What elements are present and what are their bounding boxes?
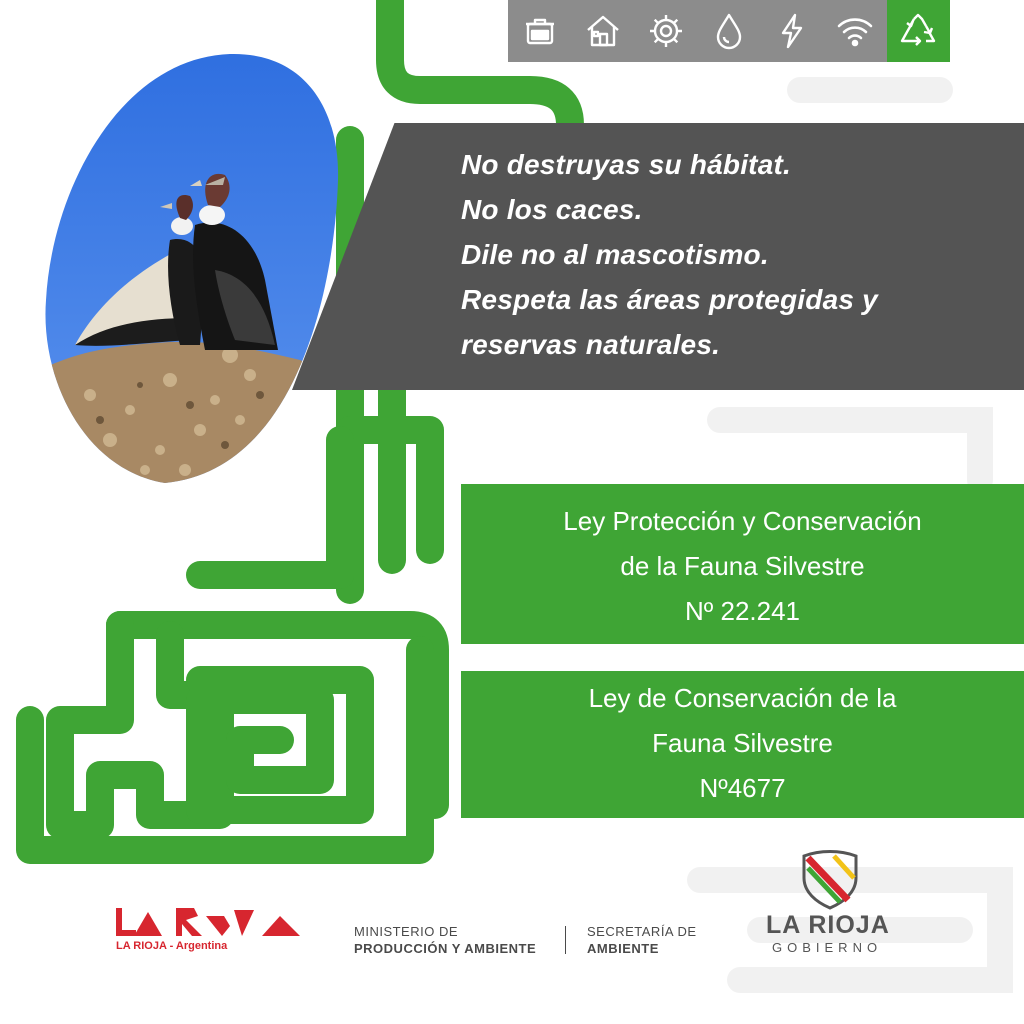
message-line: No destruyas su hábitat.: [461, 149, 791, 180]
law-box-4677: [461, 671, 1024, 818]
secretaria-name: [587, 923, 697, 957]
ministry-line: MINISTERIO DE: [354, 924, 459, 939]
conservation-message: [461, 142, 878, 367]
government-subtitle: GOBIERNO: [772, 940, 883, 955]
secretaria-line: SECRETARÍA DE: [587, 924, 697, 939]
message-line: reservas naturales.: [461, 329, 721, 360]
law-title-line: Ley de Conservación de la: [588, 683, 897, 713]
government-emblem-icon: [800, 848, 860, 910]
recycle-icon: [887, 0, 950, 62]
la-rioja-brand-logo: [112, 902, 307, 942]
ministry-line: PRODUCCIÓN Y AMBIENTE: [354, 941, 537, 956]
la-rioja-brand-caption: LA RIOJA - Argentina: [116, 940, 228, 952]
category-icon-bar: [508, 0, 950, 62]
lightning-icon: [761, 0, 824, 62]
message-line: No los caces.: [461, 194, 643, 225]
law-number: Nº4677: [699, 773, 786, 803]
footer-divider: [565, 926, 566, 954]
law-title-line: Fauna Silvestre: [652, 728, 833, 758]
law-box-22241: [461, 484, 1024, 644]
water-drop-icon: [697, 0, 760, 62]
secretaria-line: AMBIENTE: [587, 941, 659, 956]
gear-icon: [634, 0, 697, 62]
law-title-line: de la Fauna Silvestre: [620, 551, 865, 581]
message-line: Respeta las áreas protegidas y: [461, 284, 878, 315]
wifi-icon: [824, 0, 887, 62]
law-number: Nº 22.241: [684, 596, 801, 626]
law-title-line: Ley Protección y Conservación: [563, 506, 922, 536]
ministry-name: [354, 923, 536, 957]
government-name: LA RIOJA: [766, 911, 890, 939]
pot-icon: [508, 0, 571, 62]
message-line: Dile no al mascotismo.: [461, 239, 769, 270]
house-icon: [571, 0, 634, 62]
